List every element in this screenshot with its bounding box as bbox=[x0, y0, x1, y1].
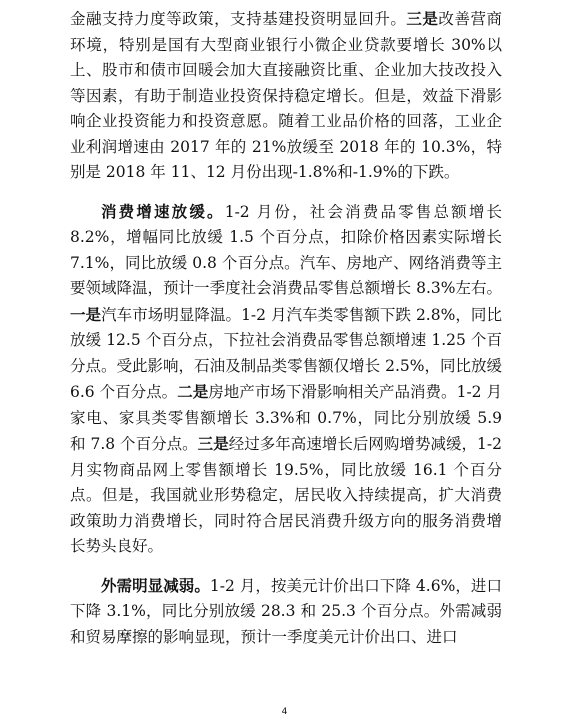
body-text: 房地产市场下滑影响相关产品消费。1-2 月家电、家具类零售额增长 3.3%和 0.7%，同比分别放缓 5.9 和 7.8 个百分点。 bbox=[70, 383, 502, 453]
paragraph-external-demand bbox=[70, 573, 502, 651]
body-text: 1-2 月，按美元计价出口下降 4.6%，进口下降 3.1%，同比分别放缓 28.3 和 25.3 个百分点。外需减弱和贸易摩擦的影响显现，预计一季度美元计价出口、进口 bbox=[70, 576, 502, 646]
emphasis-text: 一是 bbox=[70, 304, 102, 324]
document-page bbox=[70, 6, 502, 650]
body-text: 改善营商环境，特别是国有大型商业银行小微企业贷款要增长 30%以上、股市和债市回暖会加大直接融资比重、企业加大技改投入等因素，有助于制造业投资保持稳定增长。但是，效益下滑影响企业投资能力和投资意愿。随着工业品价格的回落，工业企业利润增速由 2017 年的 21%放缓至 2018 年的 10.3%，特别是 2018 年 11、12 月份出现-1.8%和-1.9%的下跌。 bbox=[70, 10, 502, 181]
paragraph-investment-tail bbox=[70, 6, 502, 186]
emphasis-text: 消费增速放缓。 bbox=[101, 201, 225, 221]
emphasis-text: 二是 bbox=[177, 382, 209, 401]
emphasis-text: 三是 bbox=[406, 9, 439, 28]
emphasis-text: 外需明显减弱。 bbox=[101, 575, 210, 595]
body-text: 经过多年高速增长后网购增势减缓，1-2 月实物商品网上零售额增长 19.5%，同比放缓 16.1 个百分点。但是，我国就业形势稳定，居民收入持续提高，扩大消费政策助力消费增长，同时符合居民消费升级方向的服务消费增长势头良好。 bbox=[70, 435, 502, 555]
page-number: 4 bbox=[281, 707, 288, 717]
body-text: 金融支持力度等政策，支持基建投资明显回升。 bbox=[70, 10, 407, 28]
paragraph-consumption bbox=[70, 199, 502, 560]
emphasis-text: 三是 bbox=[197, 434, 229, 453]
body-text: 1-2 月份，社会消费品零售总额增长 8.2%，增幅同比放缓 1.5 个百分点，扣除价格因素实际增长 7.1%，同比放缓 0.8 个百分点。汽车、房地产、网络消费等主要领域降温，预计一季度社会消费品零售总额增长 8.3%左右。 bbox=[70, 202, 502, 297]
page-footer bbox=[0, 706, 569, 718]
body-text: 汽车市场明显降温。1-2 月汽车类零售额下跌 2.8%，同比放缓 12.5 个百分点，下拉社会消费品零售总额增速 1.25 个百分点。受此影响，石油及制品类零售额仅增长 2.5%，同比放缓 6.6 个百分点。 bbox=[70, 305, 502, 401]
